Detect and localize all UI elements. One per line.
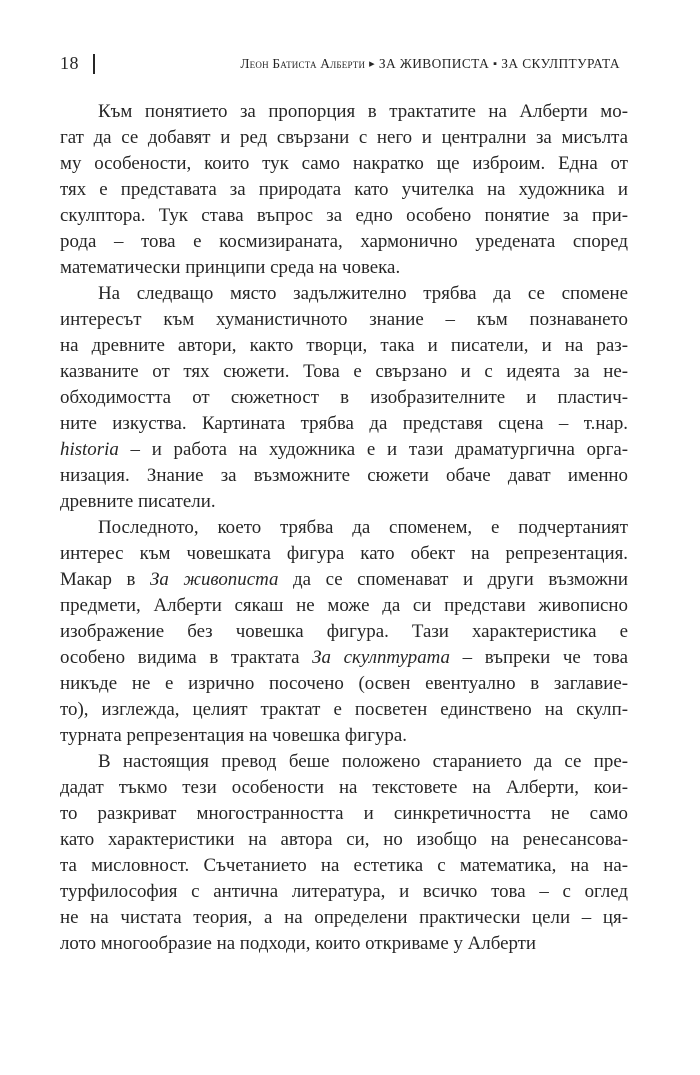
paragraph xyxy=(60,99,628,281)
page-number: 18 xyxy=(60,53,79,73)
text-line: му особености, които тук само накратко ще изброим. Една от xyxy=(60,153,628,174)
text-line: тях е представата за природата като учителка на художника и xyxy=(60,179,628,200)
text-line: като характеристики на автора си, но изобщо на ренесансова- xyxy=(60,829,628,850)
text-segment: – и работа на художника е и тази драматургична орга- xyxy=(118,439,628,460)
text-line: Последното, което трябва да споменем, е подчертаният xyxy=(98,517,628,538)
text-line: лото многообразие на подходи, които откриваме у Алберти xyxy=(60,933,537,954)
text-line: турната репрезентация на човешка фигура. xyxy=(60,725,407,746)
text-line xyxy=(60,645,628,671)
text-line xyxy=(60,567,628,593)
running-header xyxy=(60,53,620,77)
italic-title: За скулптурата xyxy=(312,647,450,668)
body-text xyxy=(60,99,628,957)
text-segment: особено видима в трактата xyxy=(60,647,313,668)
text-line: низация. Знание за възможните сюжети обаче дават именно xyxy=(60,465,628,486)
header-divider xyxy=(93,54,95,74)
triangle-separator-icon: ▸ xyxy=(369,58,375,70)
text-line: турфилософия с антична литература, и всичко това – с оглед xyxy=(60,881,628,902)
text-line: предмети, Алберти сякаш не може да си представи живописно xyxy=(60,595,628,616)
text-line: то разкриват многостранността и синкретичността не само xyxy=(60,803,628,824)
text-line: гат да се добавят и ред свързани с него и централни за мисълта xyxy=(60,127,628,148)
text-line: скулптора. Тук става въпрос за едно особено понятие за при- xyxy=(60,205,628,226)
square-separator-icon: ▪ xyxy=(493,58,498,70)
text-line: В настоящия превод беше положено старанието да се пре- xyxy=(98,751,628,772)
text-line: На следващо място задължително трябва да се спомене xyxy=(98,283,628,304)
text-segment: – въпреки че това xyxy=(449,647,628,668)
text-line: математически принципи среда на човека. xyxy=(60,257,401,278)
text-line: никъде не е изрично посочено (освен евентуално в заглавие- xyxy=(60,673,628,694)
text-line: изображение без човешка фигура. Тази характеристика е xyxy=(60,621,628,642)
text-line xyxy=(60,437,628,463)
text-line: дадат тъкмо тези особености на текстовете на Алберти, кои- xyxy=(60,777,628,798)
text-line: интересът към хуманистичното знание – към познаването xyxy=(60,309,628,330)
italic-title: historia xyxy=(60,439,119,460)
text-line: интерес към човешката фигура като обект на репрезентация. xyxy=(60,543,628,564)
text-line: ните изкуства. Картината трябва да представя сцена – т.нар. xyxy=(60,413,628,434)
text-line: древните писатели. xyxy=(60,491,216,512)
text-line: та мисловност. Съчетанието на естетика с математика, на на- xyxy=(60,855,628,876)
text-line: рода – това е космизираната, хармонично уредената според xyxy=(60,231,628,252)
text-line: обходимостта от сюжетност в изобразителните и пластич- xyxy=(60,387,628,408)
paragraph xyxy=(60,281,628,515)
text-line: на древните автори, както творци, така и писатели, и на раз- xyxy=(60,335,628,356)
italic-title: За живописта xyxy=(150,569,279,590)
text-line: казваните от тях сюжети. Това е свързано и с идеята за не- xyxy=(60,361,628,382)
text-line: то), изглежда, целият трактат е посветен единствено на скулп- xyxy=(60,699,628,720)
paragraph xyxy=(60,749,628,957)
running-head-author: Леон Батиста Алберти xyxy=(240,56,366,71)
running-head xyxy=(240,56,620,72)
paragraph xyxy=(60,515,628,749)
text-segment: Макар в xyxy=(60,569,150,590)
text-line: Към понятието за пропорция в трактатите на Алберти мо- xyxy=(98,101,628,122)
text-line: не на чистата теория, а на определени практически цели – ця- xyxy=(60,907,628,928)
text-segment: да се споменават и други възможни xyxy=(278,569,628,590)
running-head-title-sculpture: ЗА СКУЛПТУРАТА xyxy=(501,56,620,71)
running-head-title-painting: ЗА ЖИВОПИСТА xyxy=(378,56,490,71)
